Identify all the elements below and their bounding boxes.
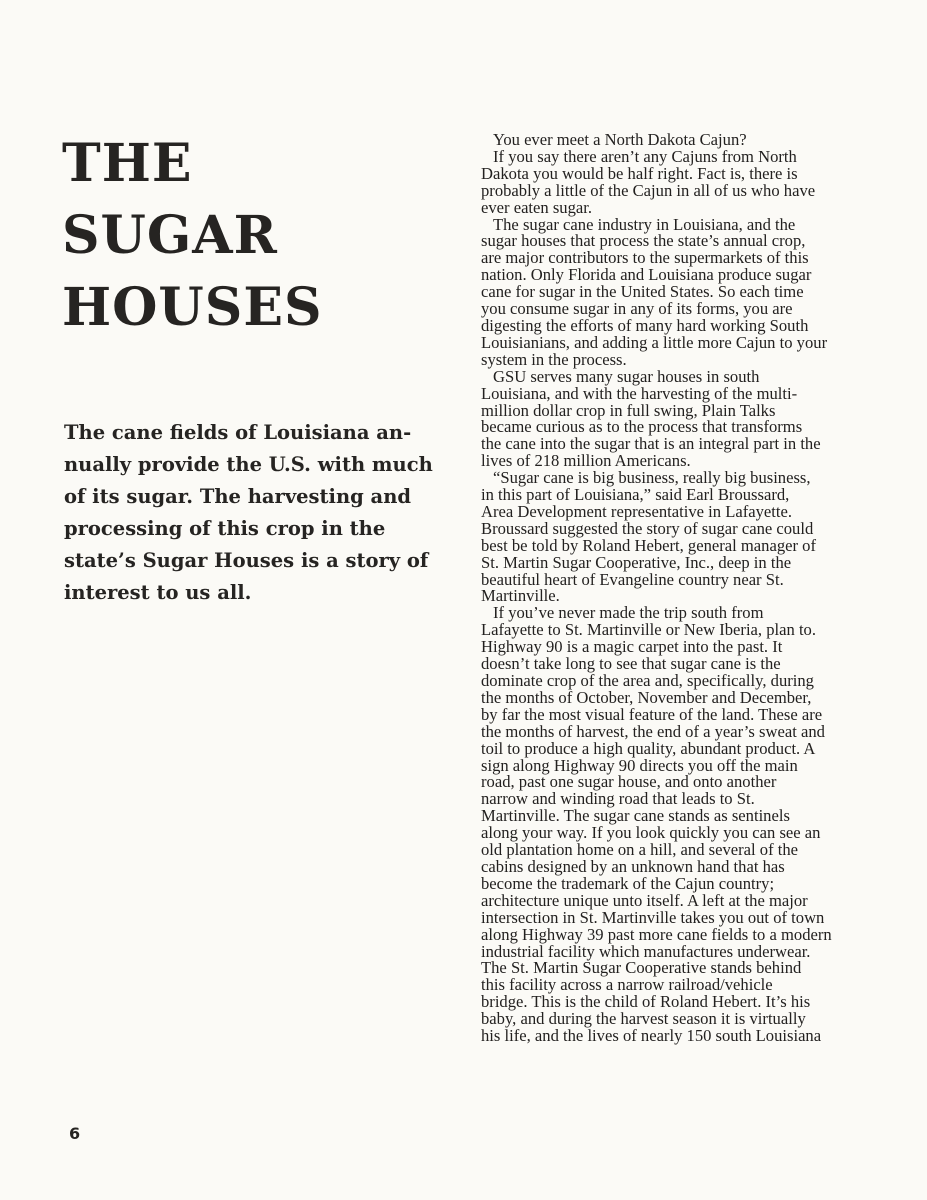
- title-line: SUGAR: [62, 205, 278, 266]
- body-line: become the trademark of the Cajun country;: [481, 873, 775, 893]
- body-line: system in the process.: [481, 349, 627, 369]
- body-line: The St. Martin Sugar Cooperative stands behind: [481, 958, 802, 978]
- body-line: million dollar crop in full swing, Plain Talks: [481, 400, 776, 420]
- body-line: narrow and winding road that leads to St.: [481, 789, 755, 809]
- body-line: this facility across a narrow railroad/vehicle: [481, 975, 773, 995]
- body-line: best be told by Roland Hebert, general manager of: [481, 535, 816, 555]
- body-line: baby, and during the harvest season it is virtually: [481, 1009, 806, 1029]
- title-line: THE: [62, 133, 193, 194]
- body-line: are major contributors to the supermarkets of this: [481, 248, 809, 268]
- body-line: GSU serves many sugar houses in south: [493, 366, 760, 386]
- body-line: road, past one sugar house, and onto another: [481, 772, 777, 792]
- body-line: Highway 90 is a magic carpet into the past. It: [481, 637, 783, 657]
- body-line: If you say there aren’t any Cajuns from North: [493, 146, 797, 166]
- body-line: cabins designed by an unknown hand that has: [481, 856, 785, 876]
- body-line: you consume sugar in any of its forms, you are: [481, 299, 793, 319]
- deck-line: of its sugar. The harvesting and: [64, 485, 412, 508]
- deck-line: processing of this crop in the: [64, 517, 386, 540]
- body-line: industrial facility which manufactures underwear.: [481, 941, 811, 961]
- body-line: doesn’t take long to see that sugar cane is the: [481, 654, 781, 674]
- body-line: digesting the efforts of many hard working South: [481, 315, 809, 335]
- body-line: the cane into the sugar that is an integral part in the: [481, 434, 821, 454]
- body-line: toil to produce a high quality, abundant product. A: [481, 738, 816, 758]
- article-deck: [64, 417, 433, 609]
- deck-line: state’s Sugar Houses is a story of: [64, 549, 429, 572]
- body-line: ever eaten sugar.: [481, 197, 593, 217]
- body-line: the months of October, November and December,: [481, 687, 812, 707]
- body-line: You ever meet a North Dakota Cajun?: [493, 130, 747, 149]
- deck-line: interest to us all.: [64, 581, 252, 604]
- body-line: in this part of Louisiana,” said Earl Broussard,: [481, 485, 790, 505]
- deck-line: The cane fields of Louisiana an-: [64, 421, 412, 444]
- body-line: Martinville.: [481, 586, 560, 606]
- body-line: Area Development representative in Lafayette.: [481, 501, 792, 521]
- body-line: dominate crop of the area and, specifically, during: [481, 671, 814, 690]
- body-line: “Sugar cane is big business, really big business,: [493, 468, 811, 488]
- body-line: along Highway 39 past more cane fields to a modern: [481, 924, 832, 944]
- body-line: intersection in St. Martinville takes you out of town: [481, 907, 825, 927]
- body-line: Dakota you would be half right. Fact is, there is: [481, 163, 798, 183]
- body-line: along your way. If you look quickly you can see an: [481, 823, 821, 843]
- body-line: his life, and the lives of nearly 150 south Louisiana: [481, 1026, 822, 1046]
- body-line: St. Martin Sugar Cooperative, Inc., deep in the: [481, 552, 792, 572]
- body-line: Louisianians, and adding a little more Cajun to your: [481, 332, 828, 352]
- body-line: The sugar cane industry in Louisiana, and the: [493, 214, 796, 234]
- body-line: cane for sugar in the United States. So each time: [481, 282, 804, 302]
- body-line: If you’ve never made the trip south from: [493, 603, 764, 623]
- title-line: HOUSES: [62, 277, 323, 338]
- body-line: sign along Highway 90 directs you off the main: [481, 755, 798, 775]
- body-line: old plantation home on a hill, and several of the: [481, 840, 799, 860]
- body-line: sugar houses that process the state’s annual crop,: [481, 231, 806, 251]
- deck-line: nually provide the U.S. with much: [64, 453, 433, 476]
- body-line: Broussard suggested the story of sugar cane could: [481, 518, 814, 538]
- body-line: became curious as to the process that transforms: [481, 417, 803, 437]
- body-line: by far the most visual feature of the land. These are: [481, 704, 823, 724]
- body-line: Louisiana, and with the harvesting of the multi-: [481, 383, 798, 403]
- page-number: 6: [69, 1124, 81, 1143]
- article-body: [481, 132, 865, 1045]
- body-line: bridge. This is the child of Roland Hebert. It’s his: [481, 992, 811, 1012]
- body-line: nation. Only Florida and Louisiana produce sugar: [481, 265, 812, 285]
- body-line: beautiful heart of Evangeline country near St.: [481, 569, 784, 589]
- body-line: Martinville. The sugar cane stands as sentinels: [481, 806, 790, 826]
- body-line: Lafayette to St. Martinville or New Iberia, plan to.: [481, 620, 816, 640]
- article-title: [62, 128, 392, 344]
- body-line: architecture unique unto itself. A left at the major: [481, 890, 808, 910]
- body-line: probably a little of the Cajun in all of us who have: [481, 180, 816, 200]
- body-line: lives of 218 million Americans.: [481, 451, 691, 471]
- body-line: the months of harvest, the end of a year’s sweat and: [481, 721, 825, 741]
